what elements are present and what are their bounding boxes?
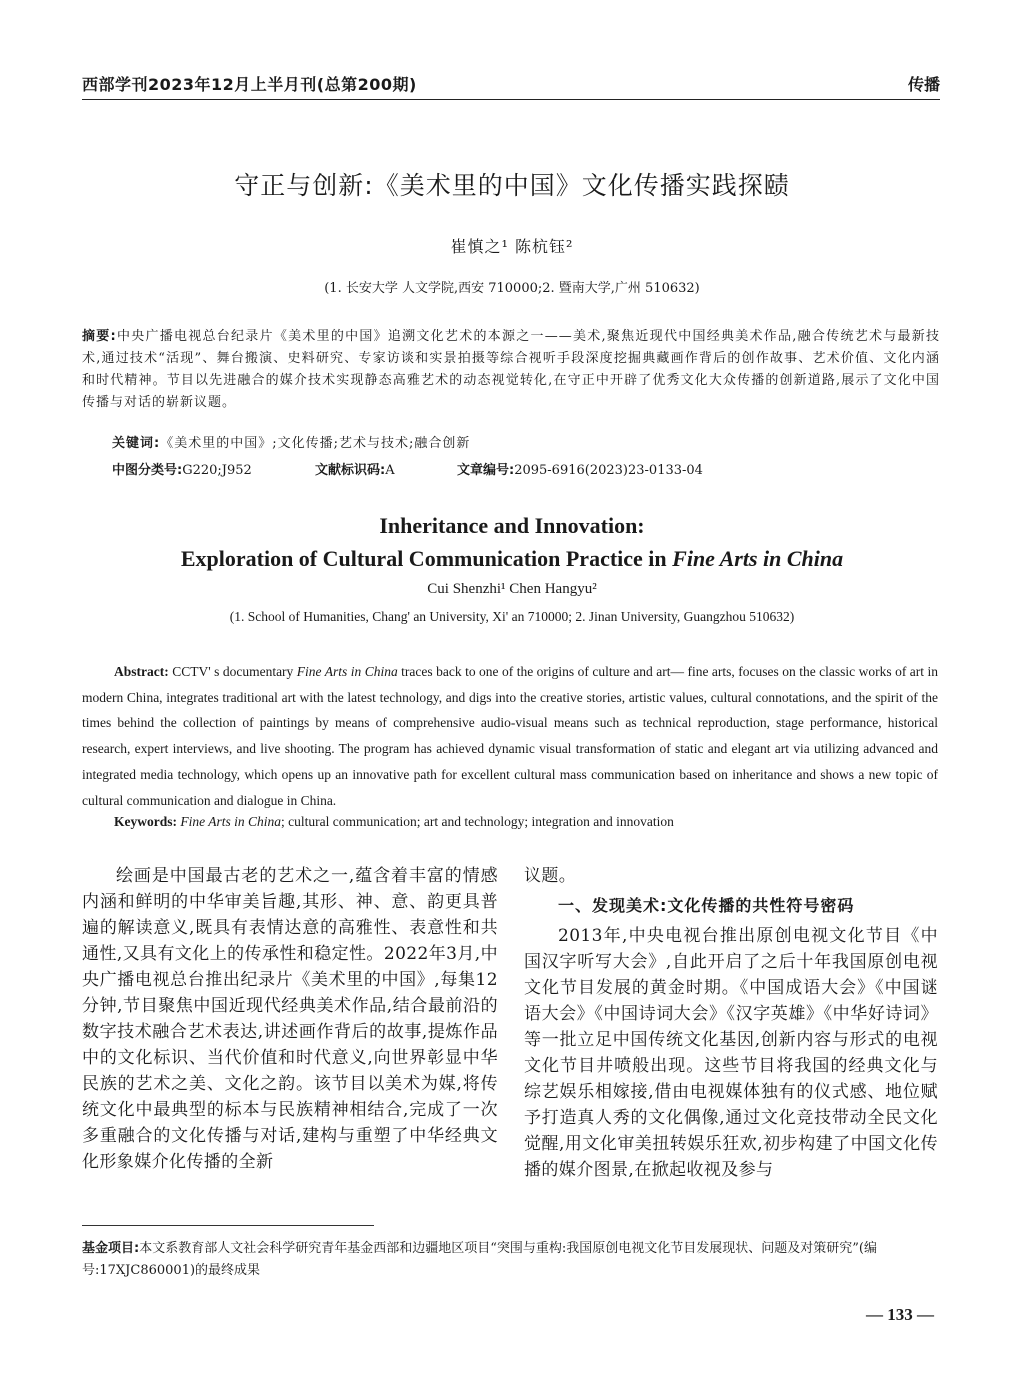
authors: 崔慎之¹ 陈杭钰²	[450, 237, 574, 256]
body-right-column: 2013年,中央电视台推出原创电视文化节目《中国汉字听写大会》,自此开启了之后十年我国原创电视文化节目发展的黄金时期。《中国成语大会》《中国谜语大会》《中国诗词大会》《汉字英雄》《中华好诗词》等一批立足中国传统文化基因,创新内容与形式的电视文化节目井喷般出现。这些节目将我国的经典文化与综艺娱乐相嫁接,借由电视媒体独有的仪式感、地位赋予打造真人秀的文化偶像,通过文化竞技带动全民文化觉醒,用文化审美扭转娱乐狂欢,初步构建了中国文化传播的媒介图景,在掀起收视及参与	[524, 926, 938, 1180]
english-title-italic: Fine Arts in China	[672, 546, 844, 571]
funding-footnote	[82, 1238, 940, 1282]
keywords-cn	[112, 432, 470, 451]
article-number: 文章编号:2095-6916(2023)23-0133-04	[457, 463, 703, 478]
english-title-line1: Inheritance and Innovation:	[379, 513, 645, 538]
abstract-en: Abstract: CCTV' s documentary Fine Arts in China traces back to one of the origins of culture and art— fine arts, focuses on the classic works of art in modern China, integrates traditional art with the latest technology, and digs into the creative stories, artistic values, cultural connotations, and the spirit of the times behind the collection of paintings by means of comprehensive audio-visual means such as technical reproduction, stage performance, historical research, expert interviews, and live shooting. The program has achieved dynamic visual transformation of static and elegant art via utilizing advanced and integrated media technology, which opens up an innovative path for excellent cultural mass communication based on inheritance and shows a new topic of cultural communication and dialogue in China.	[82, 664, 938, 808]
section-label: 传播	[907, 75, 940, 94]
footnote-label: 基金项目:	[82, 1241, 140, 1256]
english-affiliation: (1. School of Humanities, Chang' an University, Xi' an 710000; 2. Jinan University, Guangzhou 510632)	[229, 609, 795, 624]
header-rule	[82, 99, 940, 100]
running-header	[82, 72, 940, 100]
abstract-en-label: Abstract:	[114, 664, 169, 679]
journal-issue: 西部学刊2023年12月上半月刊(总第200期)	[82, 75, 417, 94]
english-title-line2: Exploration of Cultural Communication Practice in Fine Arts in China	[180, 546, 844, 571]
english-authors: Cui Shenzhi¹ Chen Hangyu²	[427, 581, 597, 597]
document-code: 文献标识码:A	[315, 463, 395, 478]
section-heading: 一、发现美术:文化传播的共性符号密码	[558, 896, 855, 915]
abstract-cn	[82, 326, 940, 414]
clc-code: 中图分类号:G220;J952	[112, 463, 252, 478]
article-title: 守正与创新:《美术里的中国》文化传播实践探赜	[234, 171, 790, 200]
abstract-text: 中央广播电视总台纪录片《美术里的中国》追溯文化艺术的本源之一——美术,聚焦近现代中国经典美术作品,融合传统艺术与最新技术,通过技术“活现”、舞台搬演、史料研究、专家访谈和实景拍摄等综合视听手段深度挖掘典藏画作背后的创作故事、艺术价值、文化内涵和时代精神。节目以先进融合的媒介技术实现静态高雅艺术的动态视觉转化,在守正中开辟了优秀文化大众传播的创新道路,展示了文化中国传播与对话的崭新议题。	[82, 329, 940, 410]
page-number: — 133 —	[866, 1305, 934, 1324]
keywords-en-label: Keywords:	[114, 814, 177, 829]
body-right-continuation: 议题。	[524, 866, 577, 886]
keywords-label: 关键词:	[112, 436, 161, 451]
body-left-column: 绘画是中国最古老的艺术之一,蕴含着丰富的情感内涵和鲜明的中华审美旨趣,其形、神、意、韵更具普遍的解读意义,既具有表情达意的高雅性、表意性和共通性,又具有文化上的传承性和稳定性。2022年3月,中央广播电视总台推出纪录片《美术里的中国》,每集12分钟,节目聚焦中国近现代经典美术作品,结合最前沿的数字技术融合艺术表达,讲述画作背后的故事,提炼作品中的文化标识、当代价值和时代意义,向世界彰显中华民族的艺术之美、文化之韵。该节目以美术为媒,将传统文化中最典型的标本与民族精神相结合,完成了一次多重融合的文化传播与对话,建构与重塑了中华经典文化形象媒介化传播的全新	[82, 866, 498, 1172]
keywords-en: Keywords: Fine Arts in China; cultural communication; art and technology; integration and innovation	[114, 814, 674, 829]
affiliation: (1. 长安大学 人文学院,西安 710000;2. 暨南大学,广州 510632)	[324, 281, 700, 296]
keywords-text: 《美术里的中国》;文化传播;艺术与技术;融合创新	[160, 436, 471, 451]
footnote-rule	[82, 1225, 374, 1226]
abstract-label: 摘要:	[82, 329, 117, 344]
footnote-text: 本文系教育部人文社会科学研究青年基金西部和边疆地区项目“突围与重构:我国原创电视文化节目发展现状、问题及对策研究”(编号:17XJC860001)的最终成果	[82, 1241, 877, 1278]
